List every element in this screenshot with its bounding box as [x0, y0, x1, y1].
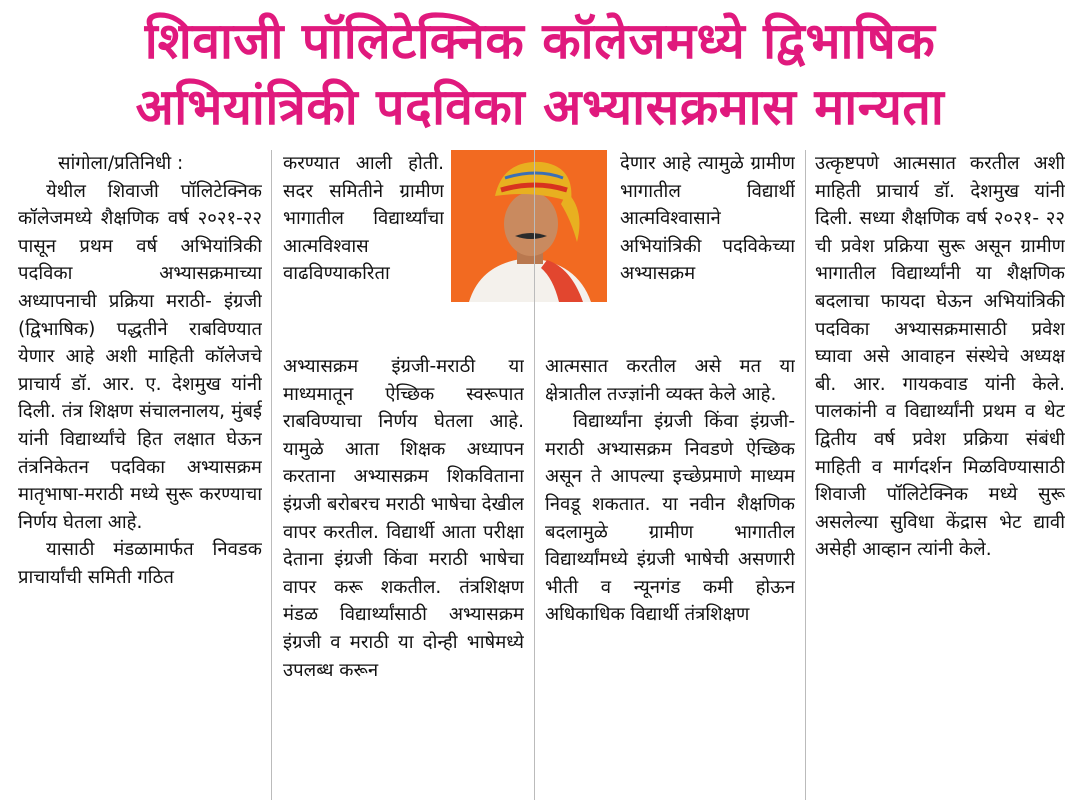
portrait-photo: [451, 150, 607, 302]
column-2-top-text: करण्यात आली होती. सदर समितीने ग्रामीण भागातील विद्यार्थ्यांचा आत्मविश्वास वाढविण्याकरिता: [283, 153, 444, 285]
column-2-bottom-text: अभ्यासक्रम इंग्रजी-मराठी या माध्यमातून ऐच्छिक स्वरूपात राबविण्याचा निर्णय घेतला आहे. यामुळे आता शिक्षक अध्यापन करताना अभ्यासक्रम शिकविताना इंग्रजी बरोबरच मराठी भाषेचा देखील वापर करतील. विद्यार्थी आता परीक्षा देताना इंग्रजी किंवा मराठी भाषेचा वापर करू शकतील. तंत्रशिक्षण मंडळ विद्यार्थ्यांसाठी अभ्यासक्रम इंग्रजी व मराठी या दोन्ही भाषेमध्ये उपलब्ध करून: [283, 356, 524, 681]
column-divider: [271, 150, 272, 800]
column-divider: [534, 150, 535, 800]
headline-line-2: अभियांत्रिकी पदविका अभ्यासक्रमास मान्यता: [135, 78, 945, 136]
portrait-photo-illustration: [451, 150, 607, 302]
article-column-2-bottom: [283, 353, 524, 800]
article-column-1: [18, 150, 262, 800]
column-3-paragraph-2: विद्यार्थ्यांना इंग्रजी किंवा इंग्रजी- मराठी अभ्यासक्रम निवडणे ऐच्छिक असून ते आपल्या इच्छेप्रमाणे माध्यम निवडू शकतात. या नवीन शैक्षणिक बदलामुळे ग्रामीण भागातील विद्यार्थ्यांमध्ये इंग्रजी भाषेची असणारी भीती व न्यूनगंड कमी होऊन अधिकाधिक विद्यार्थी तंत्रशिक्षण: [545, 411, 795, 626]
article-column-3-top: [620, 150, 795, 350]
column-divider: [805, 150, 806, 800]
headline-line-1: शिवाजी पॉलिटेक्निक कॉलेजमध्ये द्विभाषिक: [144, 12, 936, 70]
headline: [0, 0, 1080, 146]
column-4-text: उत्कृष्टपणे आत्मसात करतील अशी माहिती प्राचार्य डॉ. देशमुख यांनी दिली. सध्या शैक्षणिक वर्ष २०२१- २२ ची प्रवेश प्रक्रिया सुरू असून ग्रामीण भागातील विद्यार्थ्यांनी या शैक्षणिक बदलाचा फायदा घेऊन अभियांत्रिकी पदविका अभ्यासक्रमासाठी प्रवेश घ्यावा असे आवाहन संस्थेचे अध्यक्ष बी. आर. गायकवाड यांनी केले. पालकांनी व विद्यार्थ्यांनी प्रथम व थेट द्वितीय वर्ष प्रवेश प्रक्रिया संबंधी माहिती व मार्गदर्शन मिळविण्यासाठी शिवाजी पॉलिटेक्निक मध्ये सुरू असलेल्या सुविधा केंद्रास भेट द्यावी असेही आव्हान त्यांनी केले.: [815, 153, 1065, 561]
article-column-2-top: [283, 150, 444, 350]
dateline: सांगोला/प्रतिनिधी :: [58, 153, 184, 174]
article-column-3: [545, 353, 795, 800]
column-1-paragraph-2: यासाठी मंडळामार्फत निवडक प्राचार्यांची समिती गठित: [18, 539, 262, 588]
column-3-top-text: देणार आहे त्यामुळे ग्रामीण भागातील विद्यार्थी आत्मविश्वासाने अभियांत्रिकी पदविकेच्या अभ्यासक्रम: [620, 153, 795, 285]
article-column-4: [815, 150, 1065, 800]
column-3-paragraph-1: आत्मसात करतील असे मत या क्षेत्रातील तज्ज्ञांनी व्यक्त केले आहे.: [545, 356, 795, 405]
column-1-paragraph-1: येथील शिवाजी पॉलिटेक्निक कॉलेजमध्ये शैक्षणिक वर्ष २०२१-२२ पासून प्रथम वर्ष अभियांत्रिकी पदविका अभ्यासक्रमाच्या अध्यापनाची प्रक्रिया मराठी- इंग्रजी (द्विभाषिक) पद्धतीने राबविण्यात येणार आहे अशी माहिती कॉलेजचे प्राचार्य डॉ. आर. ए. देशमुख यांनी दिली. तंत्र शिक्षण संचालनालय, मुंबई यांनी विद्यार्थ्यांचे हित लक्षात घेऊन तंत्रनिकेतन पदविका अभ्यासक्रम मातृभाषा-मराठी मध्ये सुरू करण्याचा निर्णय घेतला आहे.: [18, 180, 262, 533]
